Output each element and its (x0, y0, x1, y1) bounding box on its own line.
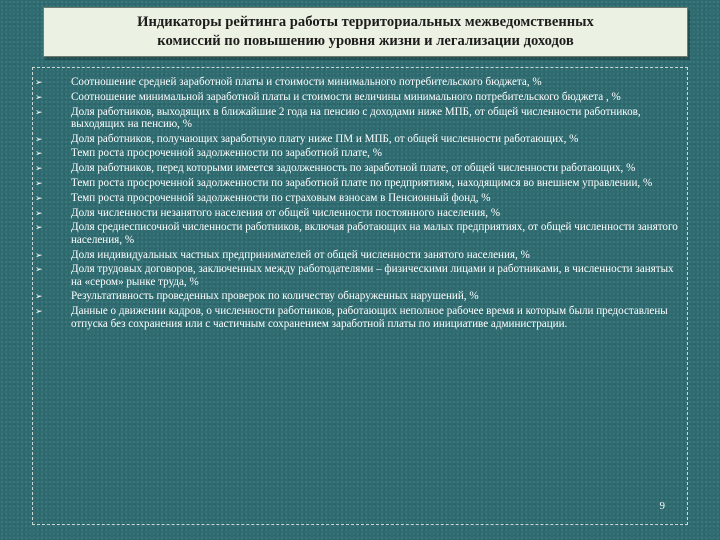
indicator-list-box (32, 67, 688, 525)
title-line-2: комиссий по повышению уровня жизни и легализации доходов (157, 33, 574, 49)
arrow-bullet-icon: ➢ (35, 192, 43, 203)
slide-title (43, 7, 688, 57)
arrow-bullet-icon: ➢ (35, 249, 43, 260)
list-item: ➢ Доля работников, получающих заработную плату ниже ПМ и МПБ, от общей численности работающих, % (35, 132, 579, 145)
indicator-list (33, 76, 687, 332)
arrow-bullet-icon: ➢ (35, 106, 43, 117)
arrow-bullet-icon: ➢ (35, 178, 43, 189)
arrow-bullet-icon: ➢ (35, 264, 43, 275)
list-item: ➢ Темп роста просроченной задолженности по заработной плате, % (35, 147, 382, 160)
list-item: ➢ Доля индивидуальных частных предпринимателей от общей численности занятого населения, % (35, 248, 530, 261)
page-number: 9 (659, 500, 665, 512)
list-item: ➢ Доля численности незанятого населения от общей численности постоянного населения, % (35, 206, 501, 219)
list-item: ➢ Темп роста просроченной задолженности по страховым взносам в Пенсионный фонд, % (35, 191, 491, 204)
list-item: ➢ Результативность проведенных проверок по количеству обнаруженных нарушений, % (35, 290, 479, 303)
arrow-bullet-icon: ➢ (35, 207, 43, 218)
arrow-bullet-icon: ➢ (35, 133, 43, 144)
list-item: ➢ Доля работников, выходящих в ближайшие 2 года на пенсию с доходами ниже МПБ, от общей численности работников, выходящих на пенсию, % (35, 105, 641, 130)
arrow-bullet-icon: ➢ (35, 291, 43, 302)
arrow-bullet-icon: ➢ (35, 306, 43, 317)
arrow-bullet-icon: ➢ (35, 148, 43, 159)
list-item: ➢ Доля среднесписочной численности работников, включая работающих на малых предприятиях, от общей численности занятого населения, % (35, 221, 678, 246)
list-item: ➢ Темп роста просроченной задолженности по заработной плате по предприятиям, находящимся во внешнем управлении, % (35, 177, 653, 190)
list-item: ➢ Соотношение минимальной заработной платы и стоимости величины минимального потребительского бюджета , % (35, 90, 621, 103)
arrow-bullet-icon: ➢ (35, 91, 43, 102)
title-line-1: Индикаторы рейтинга работы территориальных межведомственных (137, 14, 594, 30)
list-item: ➢ Доля трудовых договоров, заключенных между работодателями – физическими лицами и работниками, в численности занятых на «сером» рынке труда, % (35, 263, 674, 288)
list-item: ➢ Данные о движении кадров, о численности работников, работающих неполное рабочее время и которым были предоставлены отпуска без сохранения или с частичным сохранением заработной платы по инициативе администрации. (35, 305, 668, 330)
arrow-bullet-icon: ➢ (35, 163, 43, 174)
list-item: ➢ Доля работников, перед которыми имеется задолженность по заработной плате, от общей численности работающих, % (35, 162, 636, 175)
list-item: ➢ Соотношение средней заработной платы и стоимости минимального потребительского бюджета, % (35, 76, 542, 88)
arrow-bullet-icon: ➢ (35, 77, 43, 87)
arrow-bullet-icon: ➢ (35, 222, 43, 233)
